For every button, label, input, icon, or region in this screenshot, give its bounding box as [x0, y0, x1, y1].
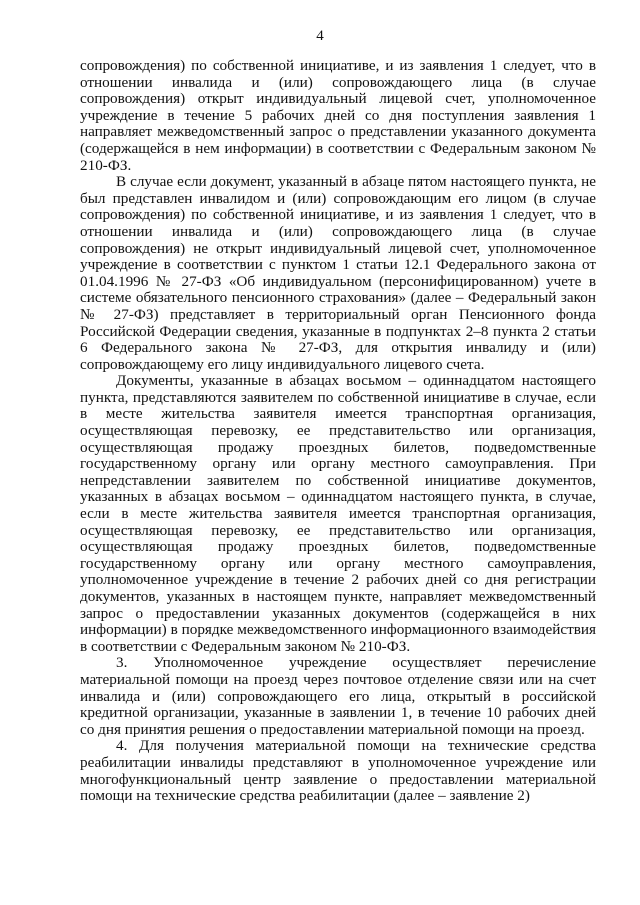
page-number: 4: [316, 28, 324, 44]
paragraph-item-4: 4. Для получения материальной помощи на технические средства реабилитации инвалиды представляют в уполномоченное учреждение или многофункциональный центр заявление о предоставлении материальной помощи на технические средства реабилитации (далее – заявление 2): [80, 737, 596, 805]
document-body: [80, 58, 596, 805]
paragraph-item-3: 3. Уполномоченное учреждение осуществляет перечисление материальной помощи на проезд через почтовое отделение связи или на счет инвалида и (или) сопровождающего его лица, открытый в российской кредитной организации, указанные в заявлении 1, в течение 10 рабочих дней со дня принятия решения о предоставлении материальной помощи на проезд.: [80, 654, 596, 738]
paragraph-document-not-submitted: В случае если документ, указанный в абзаце пятом настоящего пункта, не был представлен инвалидом и (или) сопровождающим его лицом (в случае сопровождения) по собственной инициативе, и из заявления 1 следует, что в отношении инвалида и (или) сопровождающего лица (в случае сопровождения) не открыт индивидуальный лицевой счет, уполномоченное учреждение в соответствии с пунктом 1 статьи 12.1 Федерального закона от 01.04.1996 № 27-ФЗ «Об индивидуальном (персонифицированном) учете в системе обязательного пенсионного страхования» (далее – Федеральный закон № 27-ФЗ) представляет в территориальный орган Пенсионного фонда Российской Федерации сведения, указанные в подпунктах 2–8 пункта 2 статьи 6 Федерального закона № 27-ФЗ, для открытия инвалиду и (или) сопровождающему его лицу индивидуального лицевого счета.: [80, 173, 596, 373]
paragraph-documents-abzats: Документы, указанные в абзацах восьмом – одиннадцатом настоящего пункта, представляются заявителем по собственной инициативе в случае, если в месте жительства заявителя имеется транспортная организация, осуществляющая перевозку, ее представительство или организация, осуществляющая продажу проездных билетов, подведомственные государственному органу или органу местного самоуправления. При непредставлении заявителем по собственной инициативе документов, указанных в абзацах восьмом – одиннадцатом настоящего пункта, в случае, если в месте жительства заявителя имеется транспортная организация, осуществляющая перевозку, ее представительство или организация, осуществляющая продажу проездных билетов, подведомственные государственному органу или органу местного самоуправления, уполномоченное учреждение в течение 2 рабочих дней со дня регистрации документов, указанных в настоящем пункте, направляет межведомственный запрос о предоставлении указанных документов (содержащейся в них информации) в порядке межведомственного информационного взаимодействия в соответствии с Федеральным законом № 210-ФЗ.: [80, 372, 596, 655]
paragraph-continuation: сопровождения) по собственной инициативе, и из заявления 1 следует, что в отношении инвалида и (или) сопровождающего лица (в случае сопровождения) открыт индивидуальный лицевой счет, уполномоченное учреждение в течение 5 рабочих дней со дня поступления заявления 1 направляет межведомственный запрос о представлении указанного документа (содержащейся в нем информации) в соответствии с Федеральным законом № 210-ФЗ.: [80, 57, 596, 174]
